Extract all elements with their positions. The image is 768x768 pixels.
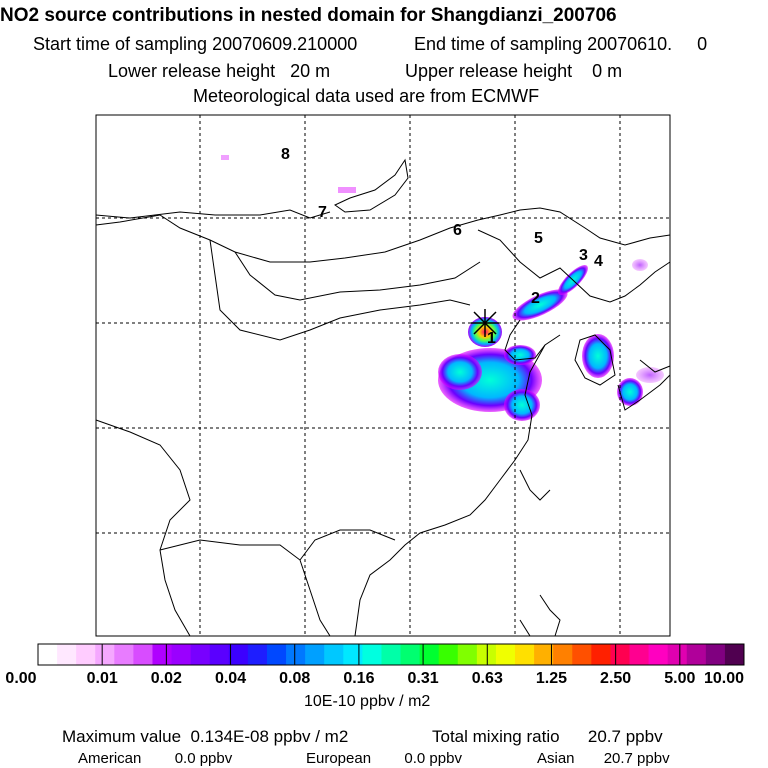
colorbar-swatch — [706, 644, 726, 665]
colorbar-swatch — [381, 644, 401, 665]
american-contribution: American 0.0 ppbv — [78, 750, 233, 767]
region-label-7: 7 — [318, 204, 327, 221]
region-label-8: 8 — [281, 146, 290, 163]
colorbar-swatch — [401, 644, 421, 665]
faint-patch-1 — [338, 187, 356, 193]
colorbar-swatch — [420, 644, 440, 665]
colorbar-swatch — [267, 644, 287, 665]
colorbar-swatch — [458, 644, 478, 665]
colorbar-unit: 10E-10 ppbv / m2 — [304, 693, 431, 710]
colorbar-swatch — [191, 644, 211, 665]
european-contribution: European 0.0 ppbv — [306, 750, 462, 767]
region-label-3: 3 — [579, 247, 588, 264]
total-mixing-ratio: Total mixing ratio 20.7 ppbv — [432, 727, 663, 746]
region-label-2: 2 — [531, 290, 540, 307]
max-value: Maximum value 0.134E-08 ppbv / m2 — [62, 727, 349, 746]
colorbar-tick-label: 5.00 — [664, 670, 696, 687]
met-data-note: Meteorological data used are from ECMWF — [193, 86, 540, 106]
colorbar-swatch — [229, 644, 249, 665]
colorbar-swatch — [362, 644, 382, 665]
colorbar-tick-label: 0.63 — [471, 670, 503, 687]
colorbar-swatch — [591, 644, 611, 665]
colorbar-tick-label: 0.04 — [214, 670, 247, 687]
colorbar-tick-label: 2.50 — [600, 670, 632, 687]
colorbar-tick-label: 0.01 — [86, 670, 118, 687]
region-label-1: 1 — [487, 330, 496, 347]
colorbar-swatch — [439, 644, 459, 665]
colorbar-swatch — [343, 644, 363, 665]
asian-contribution: Asian 20.7 ppbv — [537, 750, 670, 767]
colorbar-swatch — [133, 644, 153, 665]
plume-korea — [582, 334, 614, 378]
colorbar-tick-label: 0.31 — [407, 670, 439, 687]
colorbar-swatch — [152, 644, 172, 665]
colorbar-swatch — [114, 644, 134, 665]
colorbar-tick-label: 0.08 — [279, 670, 311, 687]
colorbar-swatch — [210, 644, 230, 665]
colorbar-swatch — [515, 644, 535, 665]
end-time: End time of sampling 20070610. 0 — [414, 34, 708, 54]
colorbar-tick-label: 10.00 — [703, 670, 745, 687]
faint-patch-2 — [221, 155, 229, 160]
upper-release-height: Upper release height 0 m — [405, 61, 623, 81]
colorbar-swatch — [630, 644, 650, 665]
colorbar-tick-label: 1.25 — [535, 670, 568, 687]
colorbar-swatch — [57, 644, 77, 665]
colorbar-swatch — [496, 644, 516, 665]
colorbar-swatch — [725, 644, 745, 665]
colorbar-tick-label: 0.02 — [150, 670, 182, 687]
colorbar-tick-label: 0.16 — [343, 670, 375, 687]
region-label-6: 6 — [453, 222, 462, 239]
colorbar-swatch — [649, 644, 669, 665]
colorbar-swatch — [534, 644, 554, 665]
colorbar-swatch — [305, 644, 325, 665]
plume-japan — [617, 378, 643, 406]
colorbar-swatch — [610, 644, 630, 665]
colorbar-swatch — [572, 644, 592, 665]
colorbar-swatch — [324, 644, 344, 665]
colorbar-swatch — [553, 644, 573, 665]
lower-release-height: Lower release height 20 m — [108, 61, 331, 81]
colorbar-swatch — [172, 644, 192, 665]
colorbar-tick-label: 0.00 — [5, 670, 37, 687]
colorbar-swatch — [76, 644, 96, 665]
plot-title: NO2 source contributions in nested domain for Shangdianzi_200706 — [0, 5, 617, 26]
colorbar-swatch — [95, 644, 115, 665]
colorbar — [38, 644, 745, 665]
colorbar-swatch — [286, 644, 306, 665]
colorbar-swatch — [687, 644, 707, 665]
region-label-5: 5 — [534, 230, 543, 247]
colorbar-swatch — [668, 644, 688, 665]
colorbar-swatch — [38, 644, 58, 665]
colorbar-swatch — [248, 644, 268, 665]
start-time: Start time of sampling 20070609.210000 — [33, 34, 358, 54]
region-label-4: 4 — [594, 253, 603, 270]
colorbar-swatch — [477, 644, 497, 665]
